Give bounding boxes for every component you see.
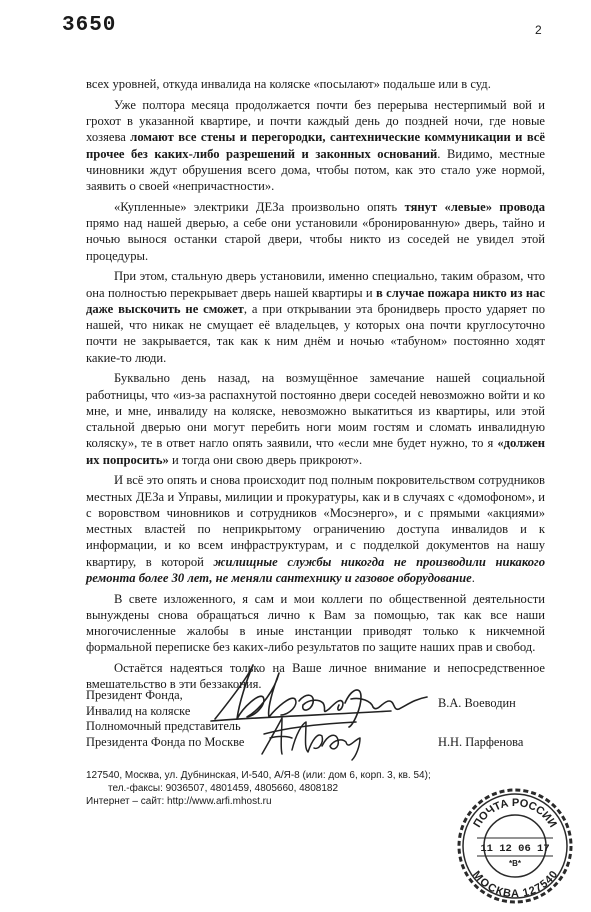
letter-paragraph xyxy=(86,268,545,366)
sender-address: 127540, Москва, ул. Дубнинская, И-540, А/Я-8 (или: дом 6, корп. 3, кв. 54); xyxy=(86,770,431,781)
text-segment: В свете изложенного, я сам и мои коллеги по общественной деятельности вынуждены снова обращаться лично к Вам за помощью, так как все наши многочисленные жалобы в иные инстанции приводят только к никчемной формальной переписке без каких-либо результатов по защите наших прав и свобод. xyxy=(86,591,545,655)
text-segment: «Купленные» электрики ДЕЗа произвольно опять xyxy=(114,199,405,214)
letter-paragraph xyxy=(86,97,545,195)
text-segment: . xyxy=(471,570,475,585)
letter-body xyxy=(86,76,545,697)
text-segment: И всё это опять и снова происходит под полным покровительством сотрудников местных ДЕЗа и Управы, милиции и прокуратуры, как и в случаях с «домофоном», и с воровством чиновников и сотрудников «Мосэнерго», и с прямыми «акциями» местных властей по неприкрытому ограничению доступа инвалидов и к информации, и ко всем инфраструктурам, и с подделкой документов на нашу квартиру, в которой xyxy=(86,473,545,569)
signer-role-line: Президента Фонда по Москве xyxy=(86,735,245,749)
emphasized-text: жилищные службы никогда не производили никакого ремонта более 30 лет, не меняли сантехнику и газовое оборудование xyxy=(86,554,545,585)
text-segment: Уже полтора месяца продолжается почти без перерыва нестерпимый вой и грохот в указанной квартире, и почти каждый день до поздней ночи, где новые хозяева xyxy=(86,97,545,145)
signer-role-line: Полномочный представитель xyxy=(86,719,241,733)
signer-name: В.А. Воеводин xyxy=(438,696,516,710)
emphasized-text: ломают все стены и перегородки, сантехнические коммуникации и всё прочее без каких-либо разрешений и законных оснований xyxy=(86,130,545,161)
postmark-top-text: ПОЧТА РОССИИ xyxy=(471,796,559,830)
signer-role-line: Инвалид на коляске xyxy=(86,704,191,718)
sender-contacts xyxy=(86,769,506,808)
page-number: 2 xyxy=(535,23,542,37)
text-segment: всех уровней, откуда инвалида на коляске «посылают» подальше или в суд. xyxy=(86,77,491,91)
letter-paragraph xyxy=(86,370,545,468)
letter-paragraph xyxy=(86,199,545,264)
emphasized-text: тянут «левые» провода xyxy=(404,199,545,214)
signature-block-representative xyxy=(86,718,556,758)
letter-paragraph xyxy=(86,591,545,656)
text-segment: Буквально день назад, на возмущённое замечание нашей социальной работницы, что «из-за распахнутой постоянно двери соседей невозможно войти и ко мне, и мне, инвалиду на коляске, невозможно выкатиться из квартиры, или этой стальной дверью они могут перебить ноги моим гостям и сломать инвалидную коляску», те в ответ нагло опять заявили, что «если мне будет нужно, то я xyxy=(86,371,545,451)
letter-paragraph xyxy=(86,76,545,92)
postmark-stamp-icon xyxy=(455,786,575,906)
svg-text:МОСКВА 127540 xyxy=(470,869,560,900)
text-segment: При этом, стальную дверь установили, именно специально, таким образом, что она полностью перекрывает дверь нашей квартиры и xyxy=(86,269,545,300)
text-segment: Остаётся надеяться только на Ваше личное внимание и непосредственное вмешательство в эти беззакония. xyxy=(86,661,545,692)
text-segment: и тогда они свою дверь прикроют». xyxy=(168,452,363,467)
text-segment: . Видимо, местные чиновники ждут обрушения всего дома, чтобы потом, как это стало уже нормой, заявить о своей «непричастности». xyxy=(86,146,546,193)
handwritten-signature-icon xyxy=(256,710,371,762)
postmark-bottom-text: МОСКВА 127540 xyxy=(469,868,561,901)
emphasized-text: в случае пожара никто из нас даже выскочить не сможет xyxy=(86,285,545,316)
postmark-index-mark: *В* xyxy=(508,859,522,868)
text-segment: , а при открывании эта бронидверь просто ударяет по нашей, что никак не смущает её владельцев, у которых она почти круглосуточно почти не закрывается, так как к ним днём и ночью «табуном» постоянно ходят какие-то люди. xyxy=(86,301,546,365)
registration-number: 3650 xyxy=(62,14,117,37)
postmark-date: 11 12 06 17 xyxy=(480,843,550,855)
text-segment: прямо над нашей дверью, а себе они установили «бронированную» дверь, тайно и ночью вынося останки старой двери, чтобы никто из соседей не увидел этой процедуры. xyxy=(86,216,545,263)
sender-website: Интернет – сайт: http://www.arfi.mhost.ru xyxy=(86,796,272,807)
emphasized-text: «должен их попросить» xyxy=(86,436,545,467)
signer-role xyxy=(86,718,256,750)
signer-role-line: Президент Фонда, xyxy=(86,688,183,702)
sender-phones: тел.-факсы: 9036507, 4801459, 4805660, 4808182 xyxy=(108,783,339,794)
letter-paragraph xyxy=(86,472,545,586)
svg-text:ПОЧТА РОССИИ xyxy=(471,797,558,830)
signer-name: Н.Н. Парфенова xyxy=(438,735,524,749)
